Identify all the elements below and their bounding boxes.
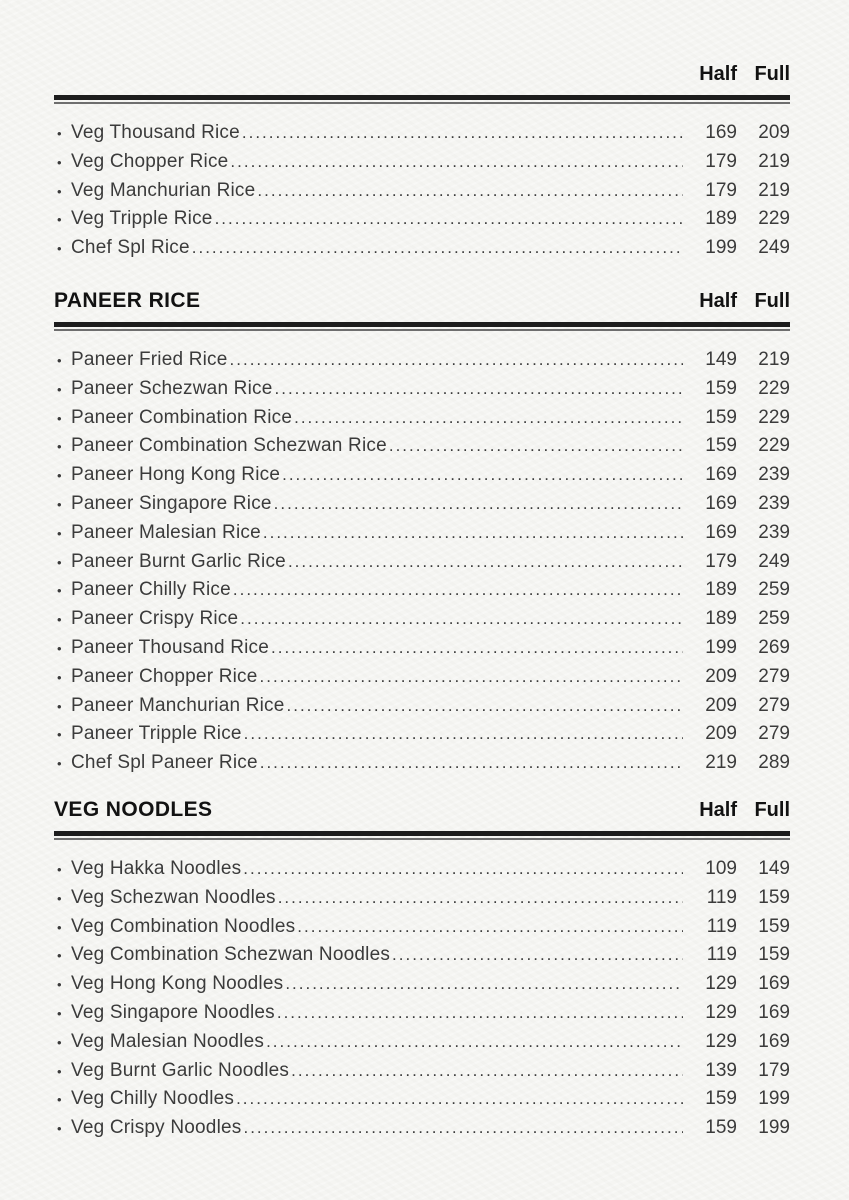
item-price-full: 229: [758, 435, 790, 457]
section-header-row: [54, 60, 790, 88]
item-name: Veg Chopper Rice: [71, 150, 229, 172]
item-price-full: 279: [758, 723, 790, 745]
item-price-full: 219: [758, 348, 790, 370]
bullet-icon: [57, 1115, 71, 1144]
menu-item-row: [54, 970, 790, 999]
menu-item-row: [54, 375, 790, 404]
bullet-icon: [57, 376, 71, 405]
item-price-half: 159: [705, 1088, 737, 1110]
bullet-icon: [57, 520, 71, 549]
dotted-leader: [294, 404, 683, 433]
bullet-icon: [57, 1058, 71, 1087]
item-name: Paneer Crispy Rice: [71, 608, 239, 630]
dotted-leader: [233, 576, 683, 605]
item-price-half: 129: [705, 1030, 737, 1052]
item-price-full: 259: [758, 579, 790, 601]
item-price-full: 239: [758, 464, 790, 486]
item-price-half: 149: [705, 348, 737, 370]
bullet-icon: [57, 549, 71, 578]
bullet-icon: [57, 664, 71, 693]
dotted-leader: [260, 749, 683, 778]
menu-content: [54, 0, 790, 1143]
column-header-half: Half: [699, 798, 737, 821]
item-name: Veg Malesian Noodles: [71, 1030, 265, 1052]
menu-item-row: [54, 999, 790, 1028]
item-name: Veg Manchurian Rice: [71, 179, 256, 201]
dotted-leader: [243, 1114, 683, 1143]
column-header-full: Full: [754, 289, 790, 312]
dotted-leader: [240, 605, 683, 634]
menu-item-row: [54, 1085, 790, 1114]
item-name: Paneer Tripple Rice: [71, 723, 242, 745]
bullet-icon: [57, 178, 71, 207]
item-name: Veg Combination Noodles: [71, 915, 296, 937]
item-price-half: 139: [705, 1059, 737, 1081]
item-price-half: 159: [705, 435, 737, 457]
menu-item-row: [54, 884, 790, 913]
item-price-full: 199: [758, 1088, 790, 1110]
dotted-leader: [236, 1085, 683, 1114]
item-price-half: 169: [705, 521, 737, 543]
price-column-headers: [691, 796, 790, 824]
bullet-icon: [57, 149, 71, 178]
item-price-full: 159: [758, 886, 790, 908]
bullet-icon: [57, 750, 71, 779]
item-list: [54, 346, 790, 778]
item-price-full: 169: [758, 973, 790, 995]
item-price-half: 179: [705, 150, 737, 172]
bullet-icon: [57, 693, 71, 722]
menu-item-row: [54, 234, 790, 263]
item-price-half: 199: [705, 237, 737, 259]
item-price-half: 109: [705, 857, 737, 879]
dotted-leader: [291, 1057, 683, 1086]
item-price-full: 159: [758, 944, 790, 966]
column-header-full: Full: [754, 63, 790, 85]
item-name: Paneer Thousand Rice: [71, 636, 269, 658]
item-price-full: 289: [758, 752, 790, 774]
item-price-full: 229: [758, 208, 790, 230]
dotted-leader: [278, 884, 683, 913]
dotted-leader: [230, 346, 683, 375]
item-price-half: 129: [705, 1001, 737, 1023]
item-name: Veg Singapore Noodles: [71, 1001, 275, 1023]
bullet-icon: [57, 347, 71, 376]
item-price-half: 189: [705, 608, 737, 630]
dotted-leader: [230, 148, 683, 177]
item-price-half: 189: [705, 579, 737, 601]
item-price-full: 159: [758, 915, 790, 937]
bullet-icon: [57, 491, 71, 520]
item-price-full: 239: [758, 521, 790, 543]
price-column-headers: [691, 60, 790, 88]
menu-item-row: [54, 605, 790, 634]
menu-item-row: [54, 1057, 790, 1086]
dotted-leader: [260, 663, 683, 692]
item-name: Veg Burnt Garlic Noodles: [71, 1059, 290, 1081]
dotted-leader: [263, 519, 683, 548]
item-price-half: 219: [705, 752, 737, 774]
item-price-half: 179: [705, 550, 737, 572]
item-price-full: 199: [758, 1117, 790, 1139]
item-name: Paneer Burnt Garlic Rice: [71, 550, 286, 572]
menu-item-row: [54, 913, 790, 942]
menu-item-row: [54, 1028, 790, 1057]
bullet-icon: [57, 971, 71, 1000]
bullet-icon: [57, 914, 71, 943]
item-name: Chef Spl Rice: [71, 237, 190, 259]
item-price-full: 239: [758, 492, 790, 514]
menu-item-row: [54, 548, 790, 577]
bullet-icon: [57, 635, 71, 664]
bullet-icon: [57, 120, 71, 149]
item-name: Veg Crispy Noodles: [71, 1117, 242, 1139]
dotted-leader: [288, 548, 683, 577]
item-name: Paneer Malesian Rice: [71, 521, 261, 543]
menu-item-row: [54, 941, 790, 970]
item-name: Chef Spl Paneer Rice: [71, 752, 258, 774]
bullet-icon: [57, 606, 71, 635]
section-header-row: [54, 796, 790, 824]
item-price-full: 149: [758, 857, 790, 879]
price-column-headers: [691, 287, 790, 315]
bullet-icon: [57, 206, 71, 235]
item-price-full: 169: [758, 1030, 790, 1052]
item-name: Veg Combination Schezwan Noodles: [71, 944, 391, 966]
dotted-leader: [285, 970, 683, 999]
menu-item-row: [54, 519, 790, 548]
menu-section-veg-noodles: [54, 796, 790, 1143]
menu-item-row: [54, 148, 790, 177]
item-name: Veg Thousand Rice: [71, 122, 240, 143]
bullet-icon: [57, 405, 71, 434]
bullet-icon: [57, 856, 71, 885]
menu-item-row: [54, 346, 790, 375]
item-name: Paneer Chopper Rice: [71, 665, 258, 687]
menu-item-row: [54, 461, 790, 490]
bullet-icon: [57, 1000, 71, 1029]
dotted-leader: [282, 461, 683, 490]
item-list: [54, 855, 790, 1143]
menu-item-row: [54, 576, 790, 605]
menu-item-row: [54, 749, 790, 778]
item-name: Veg Tripple Rice: [71, 208, 213, 230]
bullet-icon: [57, 1086, 71, 1115]
dotted-leader: [275, 375, 684, 404]
item-price-full: 279: [758, 665, 790, 687]
section-title: PANEER RICE: [54, 288, 201, 312]
menu-item-row: [54, 1114, 790, 1143]
menu-item-row: [54, 490, 790, 519]
item-name: Veg Hakka Noodles: [71, 857, 242, 879]
item-name: Paneer Chilly Rice: [71, 579, 231, 601]
dotted-leader: [215, 205, 683, 234]
item-price-half: 189: [705, 208, 737, 230]
column-header-half: Half: [699, 63, 737, 85]
dotted-leader: [243, 855, 683, 884]
item-name: Veg Chilly Noodles: [71, 1088, 235, 1110]
menu-item-row: [54, 177, 790, 206]
menu-item-row: [54, 634, 790, 663]
bullet-icon: [57, 433, 71, 462]
item-price-half: 159: [705, 1117, 737, 1139]
section-header-row: [54, 287, 790, 315]
bullet-icon: [57, 462, 71, 491]
item-price-half: 119: [706, 944, 737, 966]
bullet-icon: [57, 885, 71, 914]
item-name: Veg Hong Kong Noodles: [71, 973, 284, 995]
item-price-half: 209: [705, 694, 737, 716]
menu-item-row: [54, 205, 790, 234]
section-divider: [54, 322, 790, 331]
menu-item-row: [54, 404, 790, 433]
item-price-half: 209: [705, 665, 737, 687]
item-price-full: 279: [758, 694, 790, 716]
column-header-full: Full: [754, 798, 790, 821]
dotted-leader: [274, 490, 683, 519]
item-price-full: 269: [758, 636, 790, 658]
item-price-half: 169: [705, 122, 737, 143]
item-price-half: 159: [705, 406, 737, 428]
menu-item-row: [54, 119, 790, 148]
item-price-half: 129: [705, 973, 737, 995]
item-price-half: 169: [705, 492, 737, 514]
menu-item-row: [54, 663, 790, 692]
item-name: Paneer Fried Rice: [71, 348, 228, 370]
bullet-icon: [57, 577, 71, 606]
dotted-leader: [257, 177, 683, 206]
item-price-full: 249: [758, 237, 790, 259]
menu-item-row: [54, 432, 790, 461]
dotted-leader: [242, 119, 683, 148]
item-price-half: 199: [705, 636, 737, 658]
dotted-leader: [266, 1028, 683, 1057]
bullet-icon: [57, 1029, 71, 1058]
item-price-full: 229: [758, 406, 790, 428]
item-name: Paneer Hong Kong Rice: [71, 464, 281, 486]
item-name: Paneer Combination Rice: [71, 406, 293, 428]
item-name: Paneer Singapore Rice: [71, 492, 272, 514]
dotted-leader: [192, 234, 683, 263]
bullet-icon: [57, 942, 71, 971]
item-price-half: 159: [705, 377, 737, 399]
item-name: Paneer Combination Schezwan Rice: [71, 435, 387, 457]
item-price-full: 259: [758, 608, 790, 630]
item-price-full: 219: [758, 179, 790, 201]
item-list: [54, 119, 790, 263]
menu-section-paneer-rice: [54, 287, 790, 778]
item-price-full: 229: [758, 377, 790, 399]
item-price-half: 119: [706, 915, 737, 937]
menu-item-row: [54, 855, 790, 884]
menu-item-row: [54, 692, 790, 721]
sections: [54, 60, 790, 1143]
item-price-half: 179: [705, 179, 737, 201]
dotted-leader: [389, 432, 683, 461]
item-price-full: 209: [758, 122, 790, 143]
section-divider: [54, 831, 790, 840]
section-divider: [54, 95, 790, 104]
column-header-half: Half: [699, 289, 737, 312]
item-name: Paneer Manchurian Rice: [71, 694, 285, 716]
item-price-half: 119: [706, 886, 737, 908]
dotted-leader: [271, 634, 683, 663]
item-price-half: 209: [705, 723, 737, 745]
bullet-icon: [57, 721, 71, 750]
menu-section-rice-continued: [54, 60, 790, 263]
dotted-leader: [244, 720, 683, 749]
item-price-full: 169: [758, 1001, 790, 1023]
dotted-leader: [392, 941, 683, 970]
bullet-icon: [57, 235, 71, 264]
menu-item-row: [54, 720, 790, 749]
item-price-full: 219: [758, 150, 790, 172]
section-title: VEG NOODLES: [54, 797, 213, 821]
item-name: Paneer Schezwan Rice: [71, 377, 273, 399]
dotted-leader: [287, 692, 683, 721]
dotted-leader: [277, 999, 683, 1028]
item-name: Veg Schezwan Noodles: [71, 886, 276, 908]
dotted-leader: [297, 913, 683, 942]
item-price-half: 169: [705, 464, 737, 486]
item-price-full: 249: [758, 550, 790, 572]
item-price-full: 179: [758, 1059, 790, 1081]
